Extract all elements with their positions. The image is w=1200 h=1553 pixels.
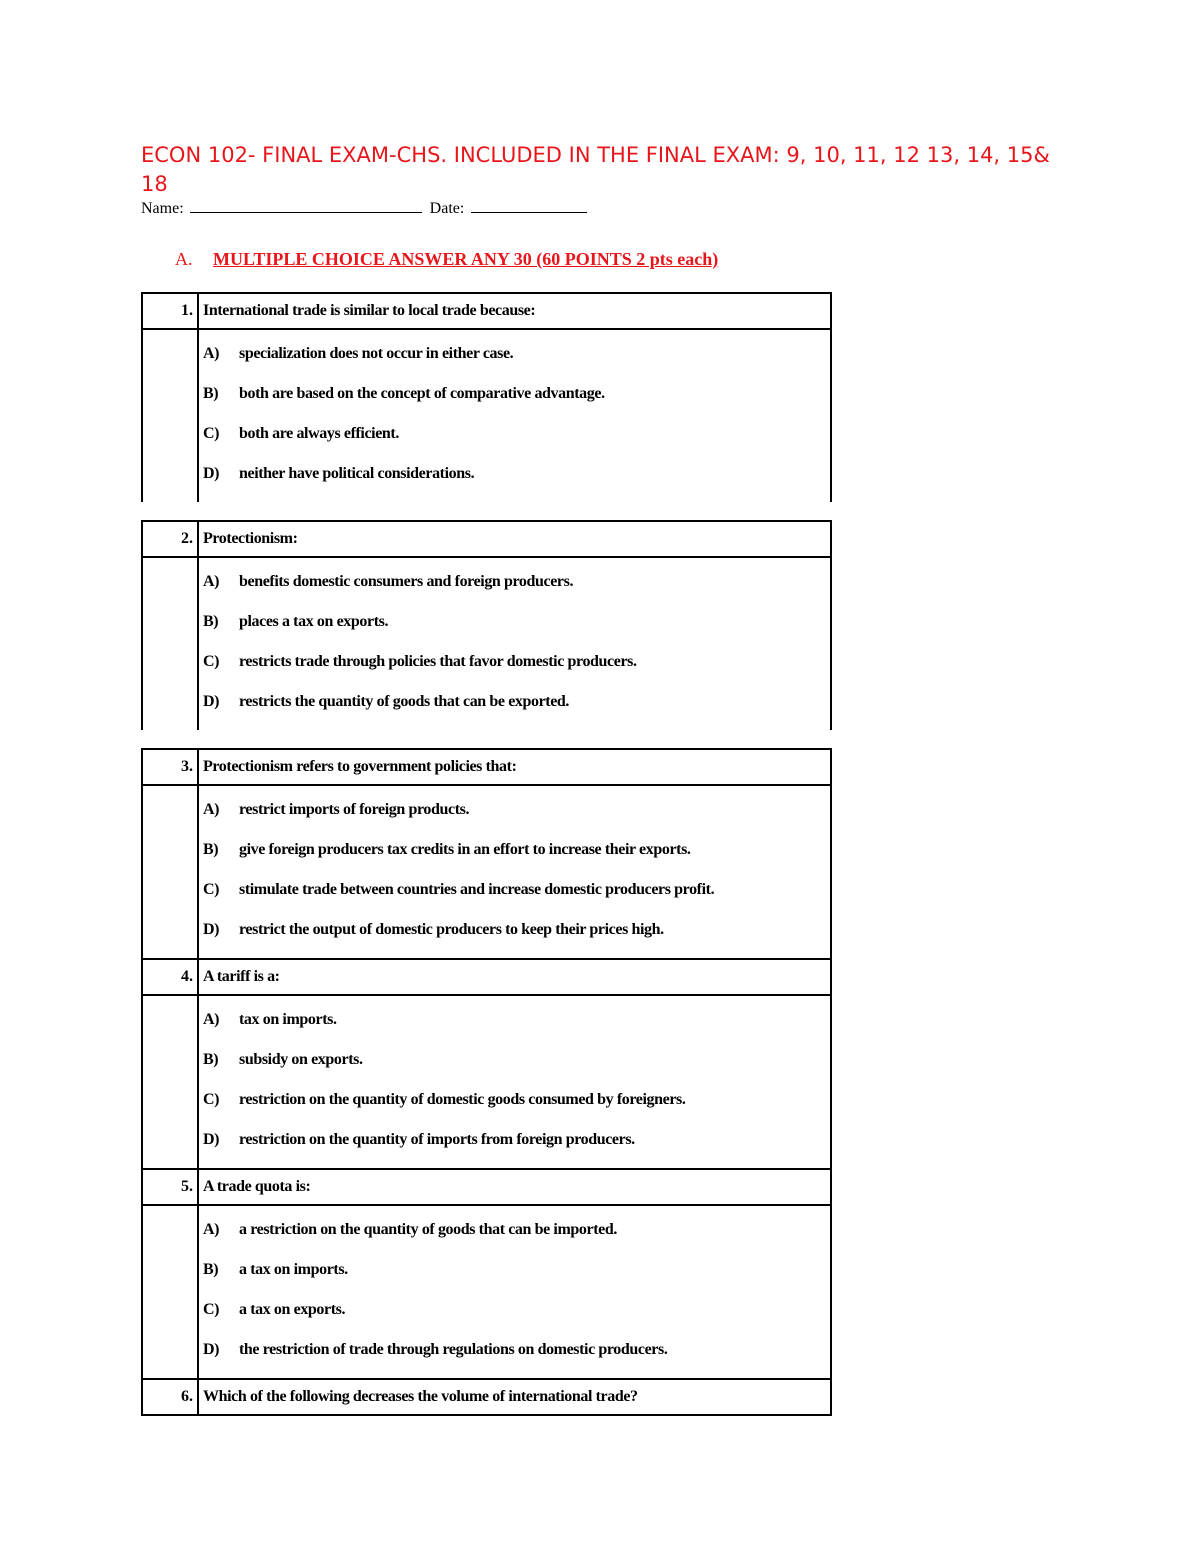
- name-label: Name:: [141, 200, 184, 217]
- option-label: B): [203, 1261, 219, 1278]
- option-label: B): [203, 385, 219, 402]
- option-b[interactable]: [203, 1250, 830, 1290]
- question-number: 3.: [142, 749, 198, 785]
- option-text: restricts the quantity of goods that can be exported.: [239, 693, 570, 710]
- option-text: tax on imports.: [239, 1011, 337, 1028]
- option-label: C): [203, 1091, 220, 1108]
- options-cell: [198, 1205, 831, 1379]
- option-b[interactable]: [203, 602, 830, 642]
- option-b[interactable]: [203, 1040, 830, 1080]
- option-d[interactable]: [203, 1330, 830, 1370]
- question-number: 4.: [142, 959, 198, 995]
- option-label: D): [203, 465, 220, 482]
- question-gutter: [142, 329, 198, 502]
- option-c[interactable]: [203, 870, 830, 910]
- option-text: restrict the output of domestic producers to keep their prices high.: [239, 921, 664, 938]
- options-cell: [198, 329, 831, 502]
- question-2-block: [141, 520, 832, 730]
- option-text: both are based on the concept of comparative advantage.: [239, 385, 605, 402]
- option-text: restricts trade through policies that favor domestic producers.: [239, 653, 637, 670]
- question-gutter: [142, 1205, 198, 1379]
- option-text: both are always efficient.: [239, 425, 399, 442]
- option-label: A): [203, 1011, 220, 1028]
- option-text: a restriction on the quantity of goods that can be imported.: [239, 1221, 617, 1238]
- option-b[interactable]: [203, 374, 830, 414]
- option-a[interactable]: [203, 562, 830, 602]
- option-label: C): [203, 653, 220, 670]
- question-number: 5.: [142, 1169, 198, 1205]
- option-c[interactable]: [203, 642, 830, 682]
- option-text: subsidy on exports.: [239, 1051, 363, 1068]
- options-cell: [198, 785, 831, 959]
- section-letter: A.: [175, 249, 193, 269]
- option-text: specialization does not occur in either case.: [239, 345, 514, 362]
- question-text: A tariff is a:: [198, 959, 831, 995]
- option-label: C): [203, 1301, 220, 1318]
- option-label: B): [203, 841, 219, 858]
- question-text: A trade quota is:: [198, 1169, 831, 1205]
- name-date-line: [141, 198, 587, 220]
- question-number: 2.: [142, 521, 198, 557]
- option-label: A): [203, 1221, 220, 1238]
- option-label: A): [203, 573, 220, 590]
- question-gutter: [142, 995, 198, 1169]
- option-label: C): [203, 425, 220, 442]
- option-d[interactable]: [203, 1120, 830, 1160]
- option-text: give foreign producers tax credits in an effort to increase their exports.: [239, 841, 691, 858]
- name-blank-field[interactable]: [190, 198, 422, 213]
- option-text: a tax on imports.: [239, 1261, 348, 1278]
- option-text: benefits domestic consumers and foreign producers.: [239, 573, 574, 590]
- question-number: 1.: [142, 293, 198, 329]
- question-text: Which of the following decreases the volume of international trade?: [198, 1379, 831, 1415]
- option-label: D): [203, 1131, 220, 1148]
- question-1-block: [141, 292, 832, 502]
- question-number: 6.: [142, 1379, 198, 1415]
- option-text: restrict imports of foreign products.: [239, 801, 470, 818]
- exam-title: ECON 102- FINAL EXAM-CHS. INCLUDED IN THE FINAL EXAM: 9, 10, 11, 12 13, 14, 15& 18: [141, 143, 1050, 196]
- option-d[interactable]: [203, 454, 830, 494]
- option-d[interactable]: [203, 682, 830, 722]
- option-b[interactable]: [203, 830, 830, 870]
- question-text: Protectionism refers to government policies that:: [198, 749, 831, 785]
- option-c[interactable]: [203, 414, 830, 454]
- date-blank-field[interactable]: [471, 198, 587, 213]
- question-gutter: [142, 785, 198, 959]
- option-label: D): [203, 693, 220, 710]
- option-d[interactable]: [203, 910, 830, 950]
- section-heading: [175, 247, 718, 271]
- option-text: stimulate trade between countries and increase domestic producers profit.: [239, 881, 715, 898]
- option-a[interactable]: [203, 1210, 830, 1250]
- option-label: A): [203, 345, 220, 362]
- option-c[interactable]: [203, 1290, 830, 1330]
- option-c[interactable]: [203, 1080, 830, 1120]
- questions-3-to-6-block: [141, 748, 832, 1416]
- option-label: B): [203, 1051, 219, 1068]
- option-label: B): [203, 613, 219, 630]
- option-text: restriction on the quantity of imports from foreign producers.: [239, 1131, 635, 1148]
- option-label: C): [203, 881, 220, 898]
- option-text: a tax on exports.: [239, 1301, 346, 1318]
- question-gutter: [142, 557, 198, 730]
- option-a[interactable]: [203, 790, 830, 830]
- option-text: the restriction of trade through regulations on domestic producers.: [239, 1341, 668, 1358]
- options-cell: [198, 557, 831, 730]
- option-a[interactable]: [203, 334, 830, 374]
- option-label: D): [203, 921, 220, 938]
- option-text: restriction on the quantity of domestic goods consumed by foreigners.: [239, 1091, 686, 1108]
- option-a[interactable]: [203, 1000, 830, 1040]
- question-text: Protectionism:: [198, 521, 831, 557]
- section-title: MULTIPLE CHOICE ANSWER ANY 30 (60 POINTS 2 pts each): [213, 249, 719, 269]
- date-label: Date:: [429, 200, 465, 217]
- question-text: International trade is similar to local trade because:: [198, 293, 831, 329]
- options-cell: [198, 995, 831, 1169]
- option-label: D): [203, 1341, 220, 1358]
- option-text: places a tax on exports.: [239, 613, 389, 630]
- option-label: A): [203, 801, 220, 818]
- option-text: neither have political considerations.: [239, 465, 475, 482]
